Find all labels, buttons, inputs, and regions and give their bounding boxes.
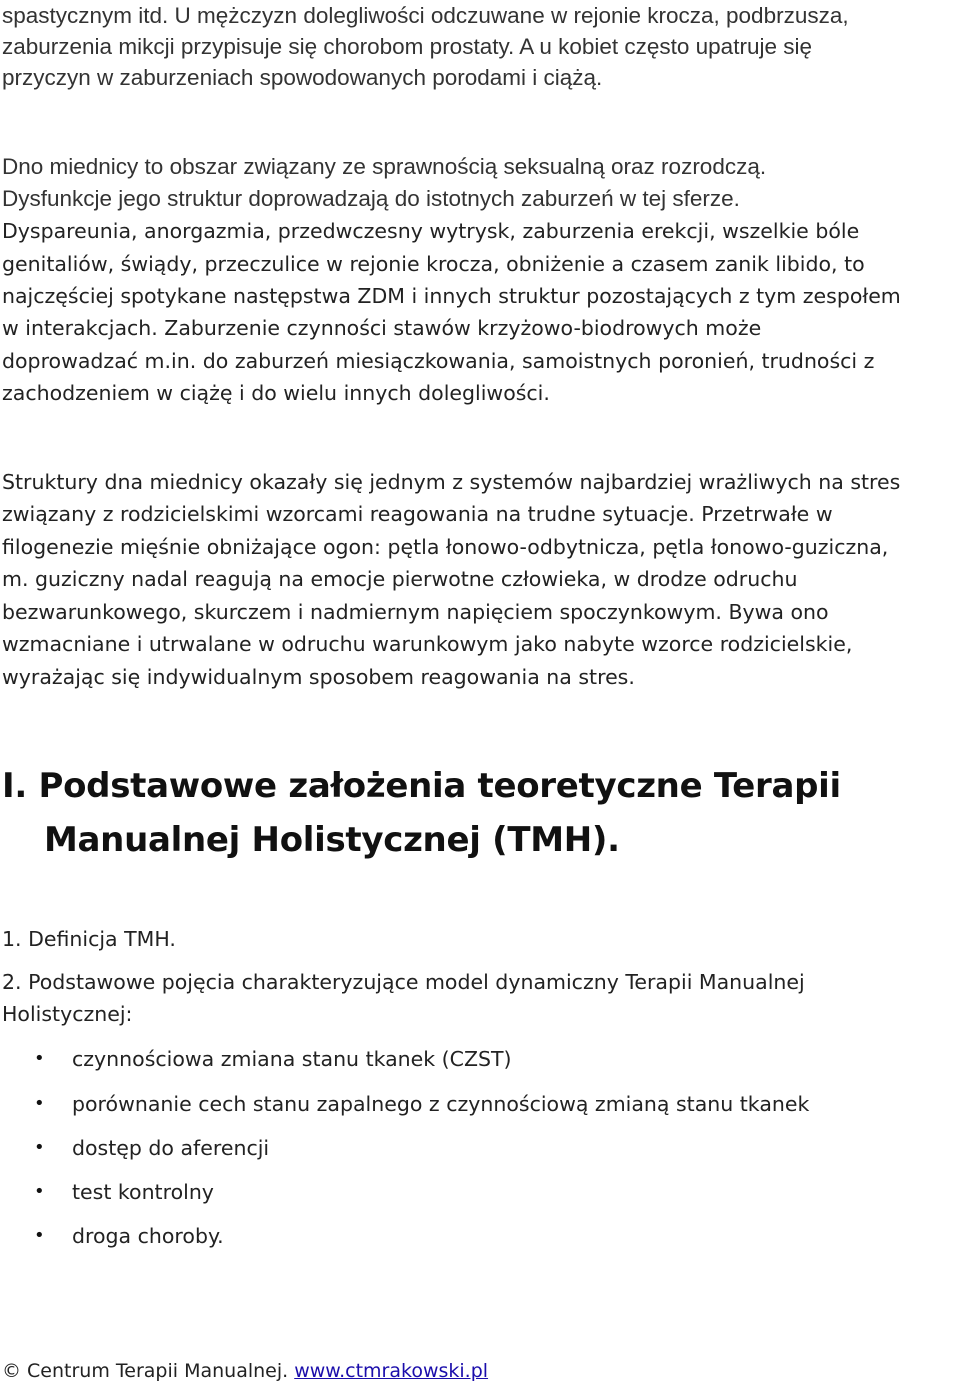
numbered-item-concepts: 2. Podstawowe pojęcia charakteryzujące model dynamiczny Terapii Manualnej [2, 970, 805, 994]
footer [2, 1356, 488, 1386]
text-line: w interakcjach. Zaburzenie czynności stawów krzyżowo-biodrowych może [2, 316, 762, 340]
text-line: Dysfunkcje jego struktur doprowadzają do istotnych zaburzeń w tej sferze. [2, 186, 740, 211]
numbered-item-concepts-continued: Holistycznej: [2, 1002, 133, 1026]
heading-line-2: Manualnej Holistycznej (TMH). [44, 820, 620, 860]
list-item-text: dostęp do aferencji [72, 1136, 270, 1160]
text-line: doprowadzać m.in. do zaburzeń miesiączkowania, samoistnych poronień, trudności z [2, 349, 875, 373]
footer-website-link[interactable]: www.ctmrakowski.pl [294, 1360, 489, 1382]
list-item-text: porównanie cech stanu zapalnego z czynnościową zmianą stanu tkanek [72, 1092, 810, 1116]
text-line: filogenezie mięśnie obniżające ogon: pętla łonowo-odbytnicza, pętla łonowo-guziczna, [2, 535, 889, 559]
text-line: Struktury dna miednicy okazały się jednym z systemów najbardziej wrażliwych na stres [2, 470, 901, 494]
list-item-text: droga choroby. [72, 1224, 224, 1248]
bullet-icon: • [34, 1093, 45, 1114]
list-item-text: czynnościowa zmiana stanu tkanek (CZST) [72, 1047, 512, 1071]
text-line: zaburzenia mikcji przypisuje się chorobom prostaty. A u kobiet często upatruje się [2, 34, 812, 59]
text-line: Dyspareunia, anorgazmia, przedwczesny wytrysk, zaburzenia erekcji, wszelkie bóle [2, 219, 860, 243]
text-line: wyrażając się indywidualnym sposobem reagowania na stres. [2, 665, 635, 689]
list-item-text: test kontrolny [72, 1180, 214, 1204]
heading-line-1: I. Podstawowe założenia teoretyczne Terapii [2, 766, 841, 806]
text-line: spastycznym itd. U mężczyzn dolegliwości odczuwane w rejonie krocza, podbrzusza, [2, 3, 849, 28]
text-line: najczęściej spotykane następstwa ZDM i innych struktur pozostających z tym zespołem [2, 284, 901, 308]
text-line: m. guziczny nadal reagują na emocje pierwotne człowieka, w drodze odruchu [2, 567, 798, 591]
text-line: związany z rodzicielskimi wzorcami reagowania na trudne sytuacje. Przetrwałe w [2, 502, 833, 526]
bullet-icon: • [34, 1181, 45, 1202]
text-line: wzmacniane i utrwalane w odruchu warunkowym jako nabyte wzorce rodzicielskie, [2, 632, 853, 656]
bullet-icon: • [34, 1048, 45, 1069]
text-line: zachodzeniem w ciążę i do wielu innych dolegliwości. [2, 381, 550, 405]
numbered-item-definition: 1. Definicja TMH. [2, 927, 176, 951]
bullet-icon: • [34, 1137, 45, 1158]
text-line: Dno miednicy to obszar związany ze sprawnością seksualną oraz rozrodczą. [2, 154, 767, 179]
text-line: genitaliów, świądy, przeczulice w rejonie krocza, obniżenie a czasem zanik libido, to [2, 252, 865, 276]
text-line: przyczyn w zaburzeniach spowodowanych porodami i ciążą. [2, 65, 603, 90]
text-line: bezwarunkowego, skurczem i nadmiernym napięciem spoczynkowym. Bywa ono [2, 600, 829, 624]
footer-copyright: © Centrum Terapii Manualnej. [2, 1360, 289, 1382]
bullet-icon: • [34, 1225, 45, 1246]
